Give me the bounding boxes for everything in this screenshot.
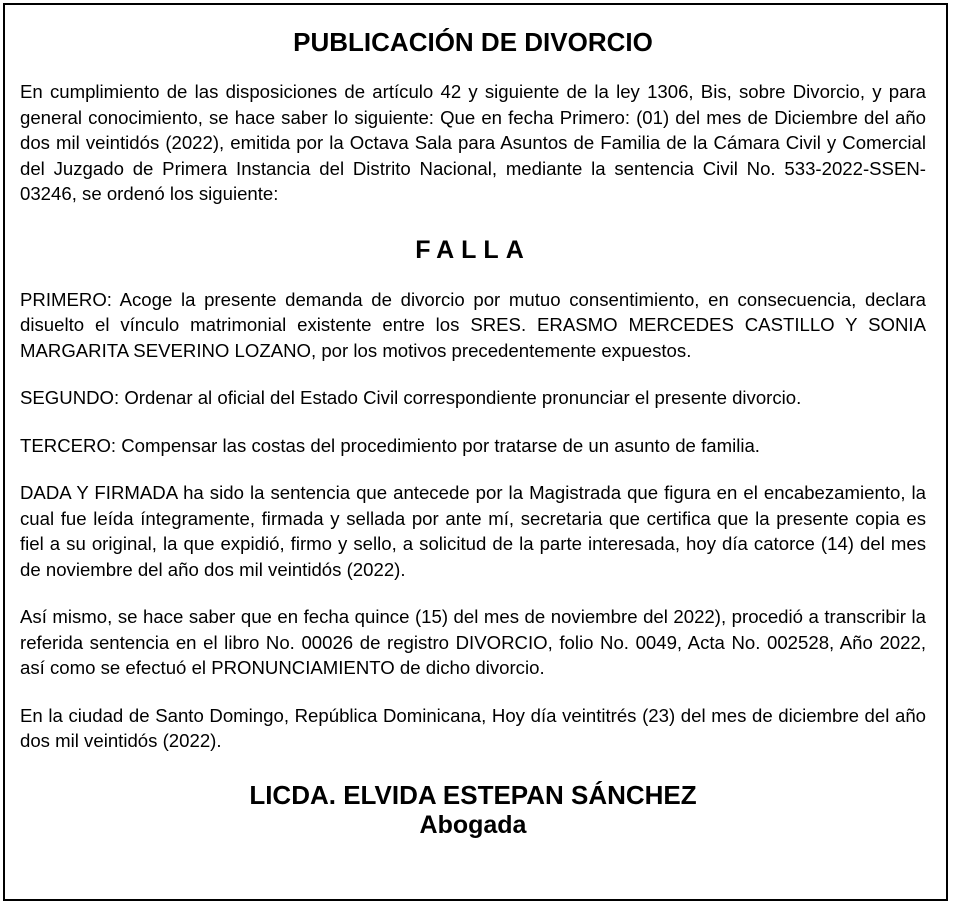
signatory-name: LICDA. ELVIDA ESTEPAN SÁNCHEZ <box>249 779 697 810</box>
falla-heading: FALLA <box>415 235 531 264</box>
signatory-role: Abogada <box>419 810 527 839</box>
primero-paragraph: PRIMERO: Acoge la presente demanda de divorcio por mutuo consentimiento, en consecuencia, declara disuelto el vínculo matrimonial existente entre los SRES. ERASMO MERCEDES CASTILLO Y SONIA MARGARITA SEVERINO LOZANO, por los motivos precedentemente expuestos. <box>20 288 926 361</box>
paragraph-spacer <box>20 458 926 480</box>
paragraph-spacer <box>20 411 926 433</box>
paragraph-spacer <box>20 681 926 703</box>
paragraph-spacer <box>20 363 926 385</box>
notice-title: PUBLICACIÓN DE DIVORCIO <box>293 27 653 57</box>
signature-block <box>20 780 926 840</box>
paragraph-spacer <box>20 582 926 604</box>
tercero-paragraph: TERCERO: Compensar las costas del procedimiento por tratarse de un asunto de familia. <box>20 434 760 456</box>
dada-paragraph: DADA Y FIRMADA ha sido la sentencia que antecede por la Magistrada que figura en el encabezamiento, la cual fue leída íntegramente, firmada y sellada por ante mí, secretaria que certifica que la presente copia es fiel a su original, la que expidió, firmo y sello, a solicitud de la parte interesada, hoy día catorce (14) del mes de noviembre del año dos mil veintidós (2022). <box>20 482 926 580</box>
closing-paragraph: En la ciudad de Santo Domingo, República Dominicana, Hoy día veintitrés (23) del mes de diciembre del año dos mil veintidós (2022). <box>20 704 926 751</box>
segundo-paragraph: SEGUNDO: Ordenar al oficial del Estado Civil correspondiente pronunciar el presente divorcio. <box>20 387 802 408</box>
asi-mismo-paragraph: Así mismo, se hace saber que en fecha quince (15) del mes de noviembre del 2022), procedió a transcribir la referida sentencia en el libro No. 00026 de registro DIVORCIO, folio No. 0049, Acta No. 002528, Año 2022, así como se efectuó el PRONUNCIAMIENTO de dicho divorcio. <box>20 606 926 678</box>
notice-content <box>20 26 926 840</box>
intro-paragraph: En cumplimiento de las disposiciones de artículo 42 y siguiente de la ley 1306, Bis, sobre Divorcio, y para general conocimiento, se hace saber lo siguiente: Que en fecha Primero: (01) del mes de Diciembre del año dos mil veintidós (2022), emitida por la Octava Sala para Asuntos de Familia de la Cámara Civil y Comercial del Juzgado de Primera Instancia del Distrito Nacional, mediante la sentencia Civil No. 533-2022-SSEN-03246, se ordenó los siguiente: <box>20 81 926 204</box>
